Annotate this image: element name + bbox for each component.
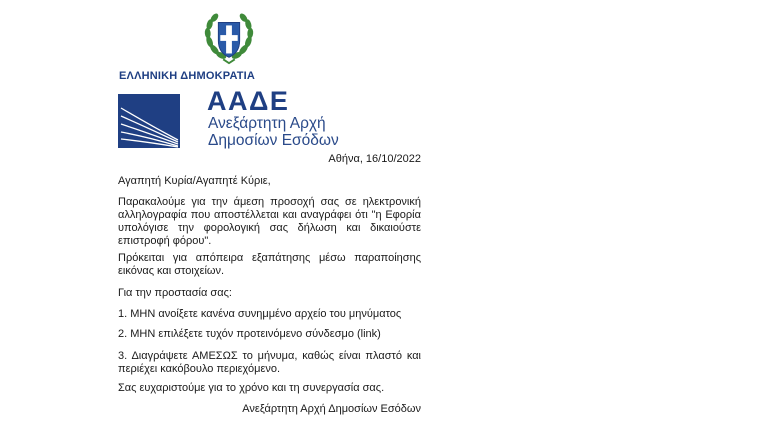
greek-coat-of-arms-icon xyxy=(200,9,258,67)
aade-logo-icon xyxy=(118,94,180,148)
list-item: 3. Διαγράψετε ΑΜΕΣΩΣ το μήνυμα, καθώς είναι πλαστό και περιέχει κακόβουλο περιεχόμενο. xyxy=(118,350,421,375)
letter-date: Αθήνα, 16/10/2022 xyxy=(328,153,421,165)
greeting: Αγαπητή Κυρία/Αγαπητέ Κύριε, xyxy=(118,175,271,187)
republic-label: ΕΛΛΗΝΙΚΗ ΔΗΜΟΚΡΑΤΙΑ xyxy=(119,70,256,82)
list-item: 2. ΜΗΝ επιλέξετε τυχόν προτεινόμενο σύνδεσμο (link) xyxy=(118,328,381,340)
protection-intro: Για την προστασία σας: xyxy=(118,287,232,299)
aade-name-line1: Ανεξάρτητη Αρχή xyxy=(208,115,326,132)
list-item: 1. ΜΗΝ ανοίξετε κανένα συνημμένο αρχείο του μηνύματος xyxy=(118,308,402,320)
aade-acronym: ΑΑΔΕ xyxy=(207,86,290,116)
paragraph-fraud: Πρόκειται για απόπειρα εξαπάτησης μέσω παραποίησης εικόνας και στοιχείων. xyxy=(118,252,421,277)
thanks-line: Σας ευχαριστούμε για το χρόνο και τη συνεργασία σας. xyxy=(118,382,385,394)
paragraph-warning: Παρακαλούμε για την άμεση προσοχή σας σε ηλεκτρονική αλληλογραφία που αποστέλλεται και αναγράφει ότι "η Εφορία υπολόγισε την φορολογική σας δήλωση και δικαιούστε επιστροφή φόρου". xyxy=(118,196,421,247)
aade-name-line2: Δημοσίων Εσόδων xyxy=(208,132,339,149)
signature: Ανεξάρτητη Αρχή Δημοσίων Εσόδων xyxy=(242,403,421,415)
